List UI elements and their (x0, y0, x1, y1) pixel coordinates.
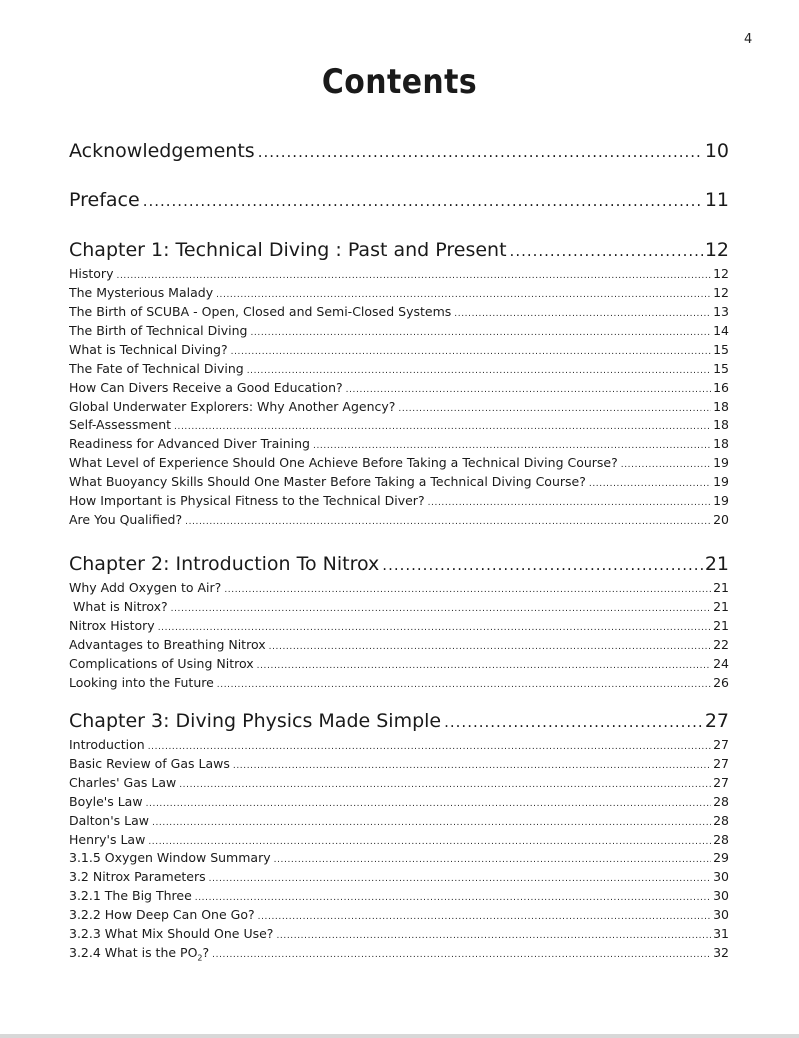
toc-entry-label: What Level of Experience Should One Achieve Before Taking a Technical Diving Course? (69, 455, 618, 470)
toc-entry-label: Readiness for Advanced Diver Training (69, 436, 310, 451)
toc-entry-label: Henry's Law (69, 832, 146, 847)
toc-entry[interactable] (69, 848, 729, 867)
toc-entry-page: 12 (704, 239, 729, 261)
toc-entry-label: Boyle's Law (69, 794, 143, 809)
toc-entry-page: 16 (713, 380, 729, 395)
leader-dots (510, 238, 703, 263)
toc-entry[interactable] (69, 616, 729, 635)
toc-entry-page: 21 (713, 580, 729, 595)
toc-entry[interactable] (69, 886, 729, 905)
leader-dots (209, 870, 711, 886)
leader-dots (346, 381, 711, 397)
toc-entry[interactable] (69, 453, 729, 472)
toc-entry-page: 27 (704, 710, 729, 732)
toc-entry[interactable] (69, 359, 729, 378)
toc-entry-page: 19 (713, 474, 729, 489)
leader-dots (454, 305, 711, 321)
toc-entry-label: Looking into the Future (69, 675, 214, 690)
toc-entry-page: 30 (713, 888, 729, 903)
toc-entry-page: 28 (713, 832, 729, 847)
po2-subscript: 2 (197, 953, 203, 962)
toc-entry-page: 30 (713, 907, 729, 922)
toc-chapter-3[interactable] (69, 708, 729, 734)
leader-dots (313, 437, 711, 453)
toc-entry-label: What Buoyancy Skills Should One Master Before Taking a Technical Diving Course? (69, 474, 586, 489)
leader-dots (247, 362, 711, 378)
leader-dots (382, 552, 703, 577)
toc-entry-label: What is Technical Diving? (69, 342, 228, 357)
toc-entry-label: Complications of Using Nitrox (69, 656, 254, 671)
toc-entry-page: 22 (713, 637, 729, 652)
toc-entry[interactable] (69, 654, 729, 673)
toc-entry-po2[interactable] (69, 943, 729, 962)
toc-entry-label: Nitrox History (69, 618, 155, 633)
leader-dots (116, 267, 711, 283)
toc-entry-label: What is Nitrox? (69, 599, 168, 614)
toc-entry[interactable] (69, 491, 729, 510)
toc-entry-page: 15 (713, 342, 729, 357)
leader-dots (179, 776, 711, 792)
leader-dots (258, 139, 703, 164)
leader-dots (216, 286, 711, 302)
toc-entry-label: The Birth of Technical Diving (69, 323, 248, 338)
toc-entry[interactable] (69, 578, 729, 597)
leader-dots (185, 513, 711, 529)
leader-dots (195, 889, 711, 905)
toc-entry[interactable] (69, 340, 729, 359)
toc-entry[interactable] (69, 302, 729, 321)
leader-dots (146, 795, 712, 811)
toc-entry[interactable] (69, 811, 729, 830)
po2-suffix: ? (202, 945, 210, 960)
toc-entry-label: Chapter 1: Technical Diving : Past and Present (69, 239, 507, 261)
toc-entry-label: 3.2.1 The Big Three (69, 888, 192, 903)
leader-dots (589, 475, 711, 491)
toc-entry-label: Why Add Oxygen to Air? (69, 580, 222, 595)
toc-entry-page: 19 (713, 493, 729, 508)
toc-entry[interactable] (69, 830, 729, 849)
leader-dots (171, 600, 711, 616)
leader-dots (148, 738, 711, 754)
toc-entry[interactable] (69, 635, 729, 654)
toc-entry-page: 28 (713, 794, 729, 809)
leader-dots (269, 638, 711, 654)
toc-entry-label: Advantages to Breathing Nitrox (69, 637, 266, 652)
leader-dots (276, 927, 711, 943)
bottom-divider (0, 1034, 799, 1038)
toc-entry-label: 3.2.3 What Mix Should One Use? (69, 926, 274, 941)
toc-entry-page: 27 (713, 756, 729, 771)
toc-entry-label: 3.2.2 How Deep Can One Go? (69, 907, 255, 922)
toc-entry-page: 12 (713, 266, 729, 281)
toc-entry[interactable] (69, 397, 729, 416)
toc-entry-page: 18 (713, 417, 729, 432)
leader-dots (231, 343, 711, 359)
toc-entry-label: 3.2 Nitrox Parameters (69, 869, 206, 884)
leader-dots (257, 657, 711, 673)
toc-entry-label: Are You Qualified? (69, 512, 183, 527)
toc-entry-label: Introduction (69, 737, 145, 752)
toc-entry-label: The Mysterious Malady (69, 285, 214, 300)
toc-entry[interactable] (69, 597, 729, 616)
toc-entry-label: Basic Review of Gas Laws (69, 756, 230, 771)
toc-entry-page: 32 (713, 945, 729, 960)
leader-dots (233, 757, 711, 773)
leader-dots (224, 581, 711, 597)
toc-entry-page: 20 (713, 512, 729, 527)
leader-dots (158, 619, 711, 635)
leader-dots (274, 851, 711, 867)
toc-entry-preface[interactable] (69, 187, 729, 213)
toc-entry-label: Acknowledgements (69, 140, 255, 162)
toc-entry[interactable] (69, 510, 729, 529)
toc-entry-page: 27 (713, 775, 729, 790)
toc-entry[interactable] (69, 924, 729, 943)
leader-dots (621, 456, 711, 472)
toc-entry[interactable] (69, 735, 729, 754)
toc-entry-label: Chapter 3: Diving Physics Made Simple (69, 710, 442, 732)
toc-entry-page: 29 (713, 850, 729, 865)
toc-entry[interactable] (69, 754, 729, 773)
toc-entry[interactable] (69, 773, 729, 792)
toc-entry[interactable] (69, 472, 729, 491)
toc-entry-page: 12 (713, 285, 729, 300)
leader-dots (428, 494, 712, 510)
toc-entry-page: 11 (704, 189, 729, 211)
leader-dots (148, 833, 711, 849)
toc-entry-label: How Important is Physical Fitness to the Technical Diver? (69, 493, 425, 508)
toc-entry-label: The Birth of SCUBA - Open, Closed and Semi-Closed Systems (69, 304, 452, 319)
toc-entry[interactable] (69, 792, 729, 811)
leader-dots (152, 814, 711, 830)
toc-entry-page: 15 (713, 361, 729, 376)
page-number: 4 (744, 32, 753, 47)
toc-entry-page: 14 (713, 323, 729, 338)
toc-entry-page: 18 (713, 399, 729, 414)
toc-entry-label: The Fate of Technical Diving (69, 361, 244, 376)
toc-entry[interactable] (69, 867, 729, 886)
toc-entry-page: 26 (713, 675, 729, 690)
toc-entry-page: 21 (704, 553, 729, 575)
toc-entry-page: 27 (713, 737, 729, 752)
leader-dots (217, 676, 711, 692)
toc-entry-label: Preface (69, 189, 140, 211)
toc-entry-page: 10 (704, 140, 729, 162)
leader-dots (250, 324, 711, 340)
toc-entry-label (69, 943, 209, 962)
toc-entry-label: Global Underwater Explorers: Why Another Agency? (69, 399, 396, 414)
toc-entry-label: History (69, 266, 114, 281)
toc-entry[interactable] (69, 415, 729, 434)
page-title: Contents (321, 62, 478, 102)
toc-entry-page: 18 (713, 436, 729, 451)
toc-entry-page: 21 (713, 618, 729, 633)
toc-entry-label: Charles' Gas Law (69, 775, 177, 790)
leader-dots (444, 709, 703, 734)
toc-entry-label: Chapter 2: Introduction To Nitrox (69, 553, 380, 575)
toc-entry-page: 24 (713, 656, 729, 671)
toc-entry-page: 21 (713, 599, 729, 614)
leader-dots (143, 188, 703, 213)
toc-entry[interactable] (69, 264, 729, 283)
toc-chapter-1[interactable] (69, 237, 729, 263)
toc-entry[interactable] (69, 378, 729, 397)
toc-entry[interactable] (69, 321, 729, 340)
toc-entry-page: 19 (713, 455, 729, 470)
toc-entry[interactable] (69, 283, 729, 302)
toc-entry-page: 28 (713, 813, 729, 828)
leader-dots (212, 946, 711, 962)
toc-entry-page: 13 (713, 304, 729, 319)
toc-entry[interactable] (69, 673, 729, 692)
toc-entry-acknowledgements[interactable] (69, 138, 729, 164)
po2-label-text: 3.2.4 What is the PO (69, 945, 198, 960)
toc-entry[interactable] (69, 905, 729, 924)
leader-dots (258, 908, 711, 924)
leader-dots (398, 400, 711, 416)
toc-entry-page: 31 (713, 926, 729, 941)
toc-chapter-2[interactable] (69, 551, 729, 577)
toc-entry[interactable] (69, 434, 729, 453)
leader-dots (174, 418, 711, 434)
toc-entry-label: How Can Divers Receive a Good Education? (69, 380, 343, 395)
toc-entry-label: Dalton's Law (69, 813, 149, 828)
toc-entry-label: 3.1.5 Oxygen Window Summary (69, 850, 271, 865)
toc-entry-label: Self-Assessment (69, 417, 172, 432)
toc-entry-page: 30 (713, 869, 729, 884)
